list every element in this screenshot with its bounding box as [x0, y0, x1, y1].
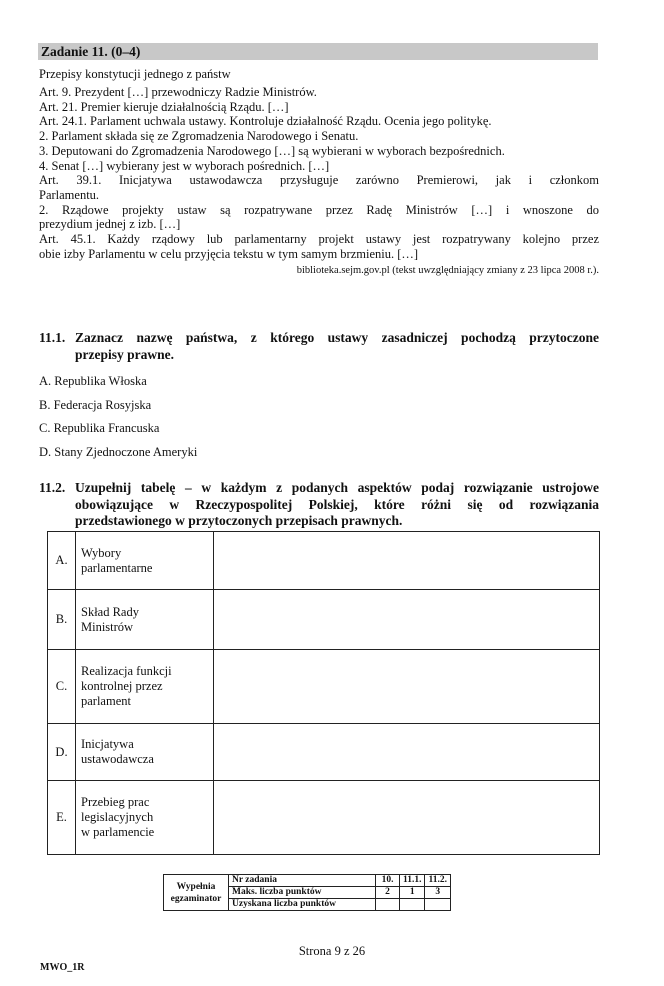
task-number-cell: 11.2. — [425, 875, 450, 887]
max-points-cell: 3 — [425, 887, 450, 899]
document-code: MWO_1R — [40, 962, 85, 973]
row-aspect — [76, 724, 214, 781]
examiner-label-line: egzaminator — [170, 893, 222, 904]
page-number: Strona 9 z 26 — [298, 944, 366, 958]
aspect-line: Wybory — [81, 545, 122, 560]
source-line: obie izby Parlamentu w celu przyjęcia tekstu w tym samym brzmieniu. […] — [39, 246, 419, 261]
option-d[interactable]: D. Stany Zjednoczone Ameryki — [39, 444, 198, 459]
source-line: prezydium jednej z izb. […] — [39, 217, 181, 232]
obtained-points-cell[interactable] — [425, 899, 450, 911]
row-letter: E. — [48, 781, 76, 855]
option-a[interactable]: A. Republika Włoska — [39, 374, 147, 388]
source-citation: biblioteka.sejm.gov.pl (tekst uwzględniający zmiany z 23 lipca 2008 r.). — [296, 265, 599, 277]
question-text-line: Uzupełnij tabelę – w każdym z podanych aspektów podaj rozwiązanie ustrojowe — [75, 480, 599, 495]
row-letter: B. — [48, 590, 76, 650]
table-row — [48, 532, 600, 590]
table-row — [164, 875, 451, 887]
option-c[interactable]: C. Republika Francuska — [39, 421, 160, 435]
source-line: Art. 24.1. Parlament uchwala ustawy. Kontroluje działalność Rządu. Ocenia jego politykę. — [39, 114, 492, 129]
answer-cell[interactable] — [214, 532, 600, 590]
table-row — [48, 724, 600, 781]
row-letter: D. — [48, 724, 76, 781]
question-text — [39, 330, 599, 363]
question-number: 11.1. — [39, 330, 66, 345]
question-text-line: obowiązujące w Rzeczypospolitej Polskiej, które różni się od rozwiązania — [75, 496, 599, 512]
question-text-line: przepisy prawne. — [75, 346, 174, 362]
question-11-1-heading — [39, 330, 599, 363]
source-text — [39, 66, 599, 278]
answer-cell[interactable] — [214, 724, 600, 781]
aspect-line: Skład Rady — [81, 604, 139, 619]
task-number-cell: 10. — [376, 875, 400, 887]
source-line: Art. 9. Prezydent […] przewodniczy Radzie Ministrów. — [39, 85, 317, 99]
row-aspect — [76, 781, 214, 855]
aspect-line: ustawodawcza — [81, 752, 154, 766]
score-row-label: Maks. liczba punktów — [229, 887, 376, 899]
task-title: Zadanie 11. (0–4) — [41, 44, 141, 59]
source-line: 2. Parlament składa się ze Zgromadzenia Narodowego i Senatu. — [39, 129, 359, 144]
aspect-line: Realizacja funkcji — [81, 664, 172, 678]
source-line: 4. Senat […] wybierany jest w wyborach pośrednich. […] — [39, 158, 330, 173]
question-text — [39, 480, 599, 530]
aspect-line: Inicjatywa — [81, 737, 134, 751]
task-number-cell: 11.1. — [400, 875, 425, 887]
max-points-cell: 2 — [376, 887, 400, 899]
examiner-score-table — [163, 874, 451, 911]
source-line: 3. Deputowani do Zgromadzenia Narodowego […] są wybierani w wyborach bezpośrednich. — [39, 143, 505, 158]
question-text-line: przedstawionego w przytoczonych przepisach prawnych. — [75, 513, 403, 528]
answer-table — [47, 531, 600, 855]
row-aspect — [76, 590, 214, 650]
row-aspect — [76, 650, 214, 724]
aspect-line: Przebieg prac — [81, 795, 150, 809]
source-line: Art. 39.1. Inicjatywa ustawodawcza przysługuje zarówno Premierowi, jak i członkom — [39, 173, 599, 188]
source-line: Art. 21. Premier kieruje działalnością Rządu. […] — [39, 99, 289, 114]
max-points-cell: 1 — [400, 887, 425, 899]
examiner-label — [164, 875, 229, 911]
task-header-bar — [38, 43, 598, 60]
answer-options — [39, 373, 439, 467]
answer-cell[interactable] — [214, 650, 600, 724]
score-row-label: Nr zadania — [229, 875, 376, 887]
examiner-label-line: Wypełnia — [176, 881, 216, 892]
table-row — [48, 590, 600, 650]
aspect-line: parlament — [81, 694, 131, 708]
row-letter: C. — [48, 650, 76, 724]
aspect-line: legislacyjnych — [81, 810, 154, 824]
aspect-line: kontrolnej przez — [81, 679, 163, 693]
source-title: Przepisy konstytucji jednego z państw — [39, 67, 231, 81]
question-text-line: Zaznacz nazwę państwa, z którego ustawy zasadniczej pochodzą przytoczone — [75, 330, 599, 345]
obtained-points-cell[interactable] — [376, 899, 400, 911]
aspect-line: w parlamencie — [81, 825, 155, 839]
obtained-points-cell[interactable] — [400, 899, 425, 911]
source-line: Parlamentu. — [39, 187, 100, 202]
answer-cell[interactable] — [214, 781, 600, 855]
question-number: 11.2. — [39, 480, 66, 495]
row-aspect — [76, 532, 214, 590]
question-11-2-heading — [39, 480, 599, 530]
source-line: Art. 45.1. Każdy rządowy lub parlamentarny projekt ustawy jest rozpatrywany kolejno przez — [39, 232, 599, 247]
table-row — [48, 650, 600, 724]
row-letter: A. — [48, 532, 76, 590]
aspect-line: Ministrów — [81, 619, 134, 634]
answer-cell[interactable] — [214, 590, 600, 650]
option-b[interactable]: B. Federacja Rosyjska — [39, 397, 152, 412]
table-row — [48, 781, 600, 855]
score-row-label: Uzyskana liczba punktów — [229, 899, 376, 911]
aspect-line: parlamentarne — [81, 560, 153, 575]
source-line: 2. Rządowe projekty ustaw są rozpatrywane przez Radę Ministrów […] i wnoszone do — [39, 202, 599, 217]
